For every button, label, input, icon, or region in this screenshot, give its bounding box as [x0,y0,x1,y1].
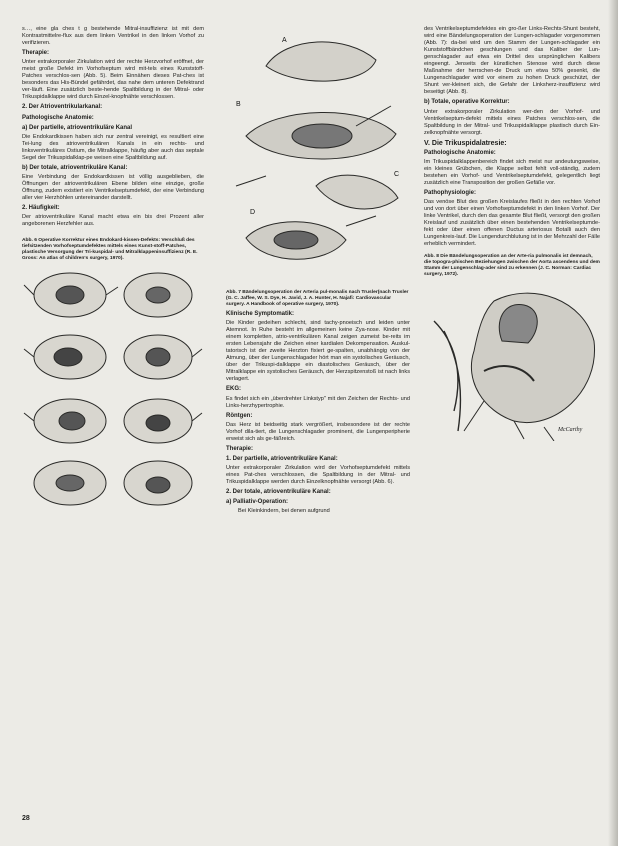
paragraph: Das Herz ist beidseitig stark vergrößert, insbesondere ist der rechte Vorhof dila-tiert, die Lungenschlagader prominent, die Lungenperipherie erweist sich als ge-fäßreich. [226,421,410,442]
paragraph: Die Endokardkissen haben sich nur zentral vereinigt, es resultiert eine Tei-lung des atrioventrikulären Kanals in ein rechts- und linksventrikuläres Ostium, die Mitralklappe, häufig aber auch das septale Segel der Trikuspidalklap-pe weisen eine Spaltbildung auf. [22,133,204,161]
paragraph: Das venöse Blut des großen Kreislaufes fließt in den rechten Vorhof und von dort über einen Vorhofseptumdefekt in den linken Vorhof. Der linke Ventrikel, durch den das gesamte Blut fließt, versorgt den großen Kreislauf und zusätzlich über einen bestehenden Ventrikelseptumde-fekt oder über einen offenen Ductus arteriosus Botalli auch den Lungenkreis-lauf. Die Lungendurchblutung ist in der Mehrzahl der Fälle erheblich vermindert. [424,199,600,248]
column-middle [226,26,410,826]
heading-av-kanal: 2. Der Atrioventrikularkanal: [22,104,103,111]
heading-partial-kanal: a) Der partielle, atrioventrikuläre Kanal [22,124,133,131]
figure-abb8-heart-illustration [424,281,600,441]
heading-haeufigkeit: 2. Häufigkeit: [22,205,60,212]
paragraph: Es findet sich ein „überdrehter Linkstyp" mit den Zeichen der Rechts- und Links-herzhypertrophie. [226,395,410,409]
heading-anatomie: Pathologische Anatomie: [424,149,496,156]
heading-trikuspidalatresie: V. Die Trikuspidalatresie: [424,139,507,147]
heading-pathophysiologie: Pathophysiologie: [424,189,477,196]
page-edge-shadow [608,0,618,846]
figure-abb7-banding-operation [226,26,410,288]
figure-caption-abb6: Abb. 6 Operative Korrektur eines Endokard-kissen-Defekts: Verschluß des tiefsitzenden Vorhofseptumdefektes mittels eines Kunst-stoff-Patches, plastische Versorgung der Tri-kuspidal- und Mitralklappeninsuffizienz (R. E. Gross: An atlas of children's surgery, 1970). [22,238,198,262]
heading-total-kanal: 2. Der totale, atrioventrikuläre Kanal: [226,489,331,496]
heading-ekg: EKG: [226,386,241,393]
heading-totale-korrektur: b) Totale, operative Korrektur: [424,99,510,106]
paragraph: des Ventrikelseptumdefektes ein gro-ßer Links-Rechts-Shunt besteht, wird eine Bändelungsoperation der Lungen-schlagader vorgenommen (Abb. 7): da-bei wird um den Stamm der Lungen-schlagader ein Kunststoffbändchen geschlungen und das Kaliber der Lun-genschlagader auf etwa ein Drittel des ursprünglichen Kalibers eingeengt. Jenseits der künstlichen Stenose wird durch diese Maßnahme der herrschen-de Druck um etwa 50% gesenkt, die Lungenschlagader wird vor einem zu hohen Druck geschützt, der Shunt ver-kleinert sich, die Gefahr der Linksherz-insuffizienz wird beseitigt (Abb. 8). [424,26,600,96]
figure-abb6-surgery-illustration [22,265,204,515]
column-right [424,26,600,826]
illustrator-signature: McCarthy [558,427,583,434]
paragraph: Eine Verbindung der Endokardkissen ist völlig ausgeblieben, die Öffnungen der atrioventrikulären Ebene bilden eine einzige, große Öffnung, zudem existiert ein Ventrikelseptumdefekt, der eine Verbindung aller vier Herzhöhlen untereinander darstellt. [22,173,204,201]
paragraph: Unter extrakorporaler Zirkulation wird der Vorhofseptumdefekt mittels eines Pat-ches verschlossen, die Spaltbildung in der Mitral- und Trikuspidalklappe werden durch Einzelknopfnähte versorgt (Abb. 6). [226,464,410,485]
column-left [22,26,204,826]
heading-therapie: Therapie: [226,445,254,452]
paragraph: Bei Kleinkindern, bei denen aufgrund [238,508,330,515]
figure-caption-abb8: Abb. 8 Die Bändelungsoperation an der Arte-ria pulmonalis ist demnach, die topogra-phischen Beziehungen zwischen der Aorta ascendens und dem Stamm der Lungenschlag-ader sind zu erkennen (J. C. Norman: Cardiac surgery, 1972). [424,254,600,278]
figure-caption-abb7: Abb. 7 Bändelungsoperation der Arteria pul-monalis nach Trusler(nach Trusler (G. C. Jaffee, W. S. Dye, H. Javid, J. A. Hunter, H. Najafi: Cardiovascular surgery. A Handbook of operative surgery, 1970). [226,290,409,307]
paragraph: Der atrioventrikuläre Kanal macht etwa ein bis drei Prozent aller angeborenen Herzfehler aus. [22,214,204,228]
heading-symptomatik: Klinische Symptomatik: [226,311,295,317]
heading-palliativ: a) Palliativ-Operation: [226,499,289,506]
heading-therapie: Therapie: [22,50,50,57]
paragraph: Im Trikuspidalklappenbereich findet sich meist nur andeutungsweise, ein kleines Grübchen, die Klappe selbst fehlt voll-ständig, zudem bestehen ein Vorhof- und Ventrikelseptumdefekt, gelegentlich liegt zusätzlich eine Transposition der großen Gefäße vor. [424,158,600,186]
heading-partial-kanal: 1. Der partielle, atrioventrikuläre Kanal: [226,455,338,462]
heading-anatomie: Pathologische Anatomie: [22,114,94,121]
figure-label-b: B [236,101,241,108]
page-number: 28 [22,815,30,822]
figure-label-d: D [250,209,256,216]
paragraph: s…, eine gla ches t g bestehende Mitral-insuffizienz ist mit dem Kontrastmittelre-flux aus dem linken Ventrikel in den linken Vorhof zu verifizieren. [22,26,204,47]
heading-roentgen: Röntgen: [226,412,253,419]
paragraph: Unter extrakorporaler Zirkulation wird der rechte Herzvorhof eröffnet, der meist große Defekt im Vorhofseptum wird mit-tels eines Kunststoff-Patches verschlos-sen (Abb. 5). Beim Einnähen dieses Pat-ches ist besonders das His-Bündel gefährdet, das nahe dem unteren Defektrand ver-läuft. Eine zusätzlich beste-hende Spaltbildung in der Mitral- oder Trikuspidalklappe wird durch Einzel-knopfnähte verschlossen. [22,59,204,101]
figure-label-c: C [394,171,400,178]
paragraph: Unter extrakorporaler Zirkulation wer-den der Vorhof- und Ventrikelseptum-defekt mittels eines Patches verschlos-sen, die Spaltbildung in der Mitral- und Trikuspidalklappe plastisch durch Ein-zelknopfnähte versorgt. [424,108,600,136]
heading-total-kanal: b) Der totale, atrioventrikuläre Kanal: [22,164,128,171]
paragraph: Die Kinder gedeihen schlecht, sind tachy-pnoeisch und leiden unter Atemnot. In Ruhe besteht im allgemeinen keine Zya-nose. Kinder mit einem kompletten, atrio-ventrikulären Kanal zeigen zumeist be-reits im ersten Lebensjahr die Zeichen einer kardialen Dekompensation. Auskul-tatorisch ist der zweite Herzton fixiert ge-spalten, unabhängig von der Atmung, über der Lungenschlagader hört man ein systolisches Geräusch, über der Trikuspi-dalklappe ein diastolisches Geräusch, über der Mitralklappe ein systolisches Geräusch, der Herzspitzenstoß ist nach links verlagert. [226,320,410,383]
figure-label-a: A [282,37,287,44]
